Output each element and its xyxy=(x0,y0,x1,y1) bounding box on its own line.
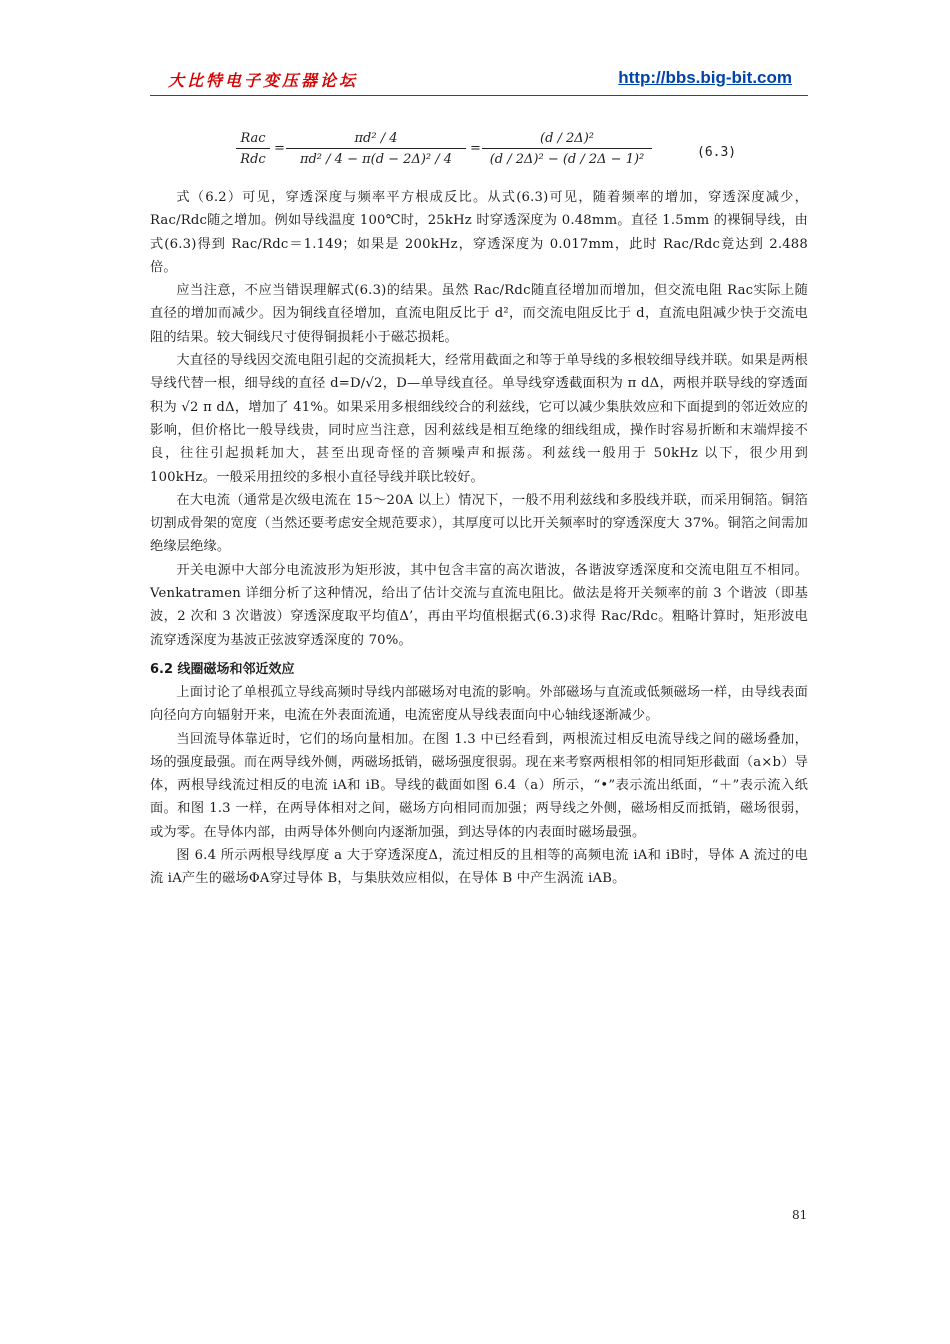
paragraph-1: 式（6.2）可见，穿透深度与频率平方根成反比。从式(6.3)可见，随着频率的增加，穿透深度减少，Rac/Rdc随之增加。例如导线温度 100℃时，25kHz 时穿透深度为 0.48mm。直径 1.5mm 的裸铜导线，由式(6.3)得到 Rac/Rdc＝1.149；如果是 200kHz，穿透深度为 0.017mm，此时 Rac/Rdc竟达到 2.488 倍。 xyxy=(150,190,808,275)
lhs-denominator: Rdc xyxy=(240,152,266,167)
paragraph-2: 应当注意，不应当错误理解式(6.3)的结果。虽然 Rac/Rdc随直径增加而增加，但交流电阻 Rac实际上随直径的增加而减少。因为铜线直径增加，直流电阻反比于 d²，而交流电阻反比于 d，直流电阻减少快于交流电阻的结果。较大铜线尺寸使得铜损耗小于磁芯损耗。 xyxy=(150,283,808,345)
page-header xyxy=(150,66,808,96)
section-heading: 6.2 线圈磁场和邻近效应 xyxy=(150,661,295,677)
rhs-denominator: (d / 2Δ)² − (d / 2Δ − 1)² xyxy=(489,152,645,167)
header-divider xyxy=(150,95,808,96)
rhs-numerator: (d / 2Δ)² xyxy=(482,131,652,149)
paragraph-3: 大直径的导线因交流电阻引起的交流损耗大，经常用截面之和等于单导线的多根较细导线并联。如果是两根导线代替一根，细导线的直径 d=D/√2，D—单导线直径。单导线穿透截面积为 π dΔ，两根并联导线的穿透面积为 √2 π dΔ，增加了 41%。如果采用多根细线绞合的利兹线，它可以减少集肤效应和下面提到的邻近效应的影响，但价格比一般导线贵，同时应当注意，因利兹线是相互绝缘的细线组成，操作时容易折断和末端焊接不良，往往引起损耗加大，甚至出现奇怪的音频噪声和振荡。利兹线一般用于 50kHz 以下，很少用到 100kHz。一般采用扭绞的多根小直径导线并联比较好。 xyxy=(150,353,808,485)
paragraph-8: 图 6.4 所示两根导线厚度 a 大于穿透深度Δ，流过相反的且相等的高频电流 iA和 iB时，导体 A 流过的电流 iA产生的磁场ΦA穿过导体 B，与集肤效应相似，在导体 B 中产生涡流 iAB。 xyxy=(150,848,808,887)
paragraph-4: 在大电流（通常是次级电流在 15～20A 以上）情况下，一般不用利兹线和多股线并联，而采用铜箔。铜箔切割成骨架的宽度（当然还要考虑安全规范要求），其厚度可以比开关频率时的穿透深度大 37%。铜箔之间需加绝缘层绝缘。 xyxy=(150,492,808,555)
equals-sign-1: = xyxy=(274,141,285,156)
page-number: 81 xyxy=(792,1208,808,1222)
lhs-numerator: Rac xyxy=(236,131,270,149)
middle-numerator: πd² / 4 xyxy=(286,131,466,149)
lhs-fraction xyxy=(236,131,270,167)
paragraph-5: 开关电源中大部分电流波形为矩形波，其中包含丰富的高次谐波，各谐波穿透深度和交流电阻互不相同。Venkatramen 详细分析了这种情况，给出了估计交流与直流电阻比。做法是将开关频率的前 3 个谐波（即基波，2 次和 3 次谐波）穿透深度取平均值Δ’，再由平均值根据式(6.3)求得 Rac/Rdc。粗略计算时，矩形波电流穿透深度为基波正弦波穿透深度的 70%。 xyxy=(150,562,808,648)
forum-url-link[interactable]: http://bbs.big-bit.com xyxy=(618,68,792,87)
page-body xyxy=(150,186,808,891)
forum-brand: 大比特电子变压器论坛 xyxy=(168,71,359,90)
middle-fraction xyxy=(286,131,466,167)
paragraph-6: 上面讨论了单根孤立导线高频时导线内部磁场对电流的影响。外部磁场与直流或低频磁场一样，由导线表面向径向方向辐射开来，电流在外表面流通，电流密度从导线表面向中心轴线逐渐减少。 xyxy=(150,684,808,724)
equals-sign-2: = xyxy=(470,141,481,156)
rhs-fraction xyxy=(482,131,652,167)
middle-denominator: πd² / 4 − π(d − 2Δ)² / 4 xyxy=(299,152,453,167)
paragraph-7: 当回流导体靠近时，它们的场向量相加。在图 1.3 中已经看到，两根流过相反电流导线之间的磁场叠加，场的强度最强。而在两导线外侧，两磁场抵销，磁场强度很弱。现在来考察两根相邻的相同矩形截面（a×b）导体，两根导线流过相反的电流 iA和 iB。导线的截面如图 6.4（a）所示，“•”表示流出纸面，“＋”表示流入纸面。和图 1.3 一样，在两导体相对之间，磁场方向相同而加强；两导线之外侧，磁场相反而抵销，磁场很弱，或为零。在导体内部，由两导体外侧向内逐渐加强，到达导体的内表面时磁场最强。 xyxy=(150,731,808,840)
equation-6-3 xyxy=(236,125,656,185)
equation-number: (6.3) xyxy=(697,145,737,160)
